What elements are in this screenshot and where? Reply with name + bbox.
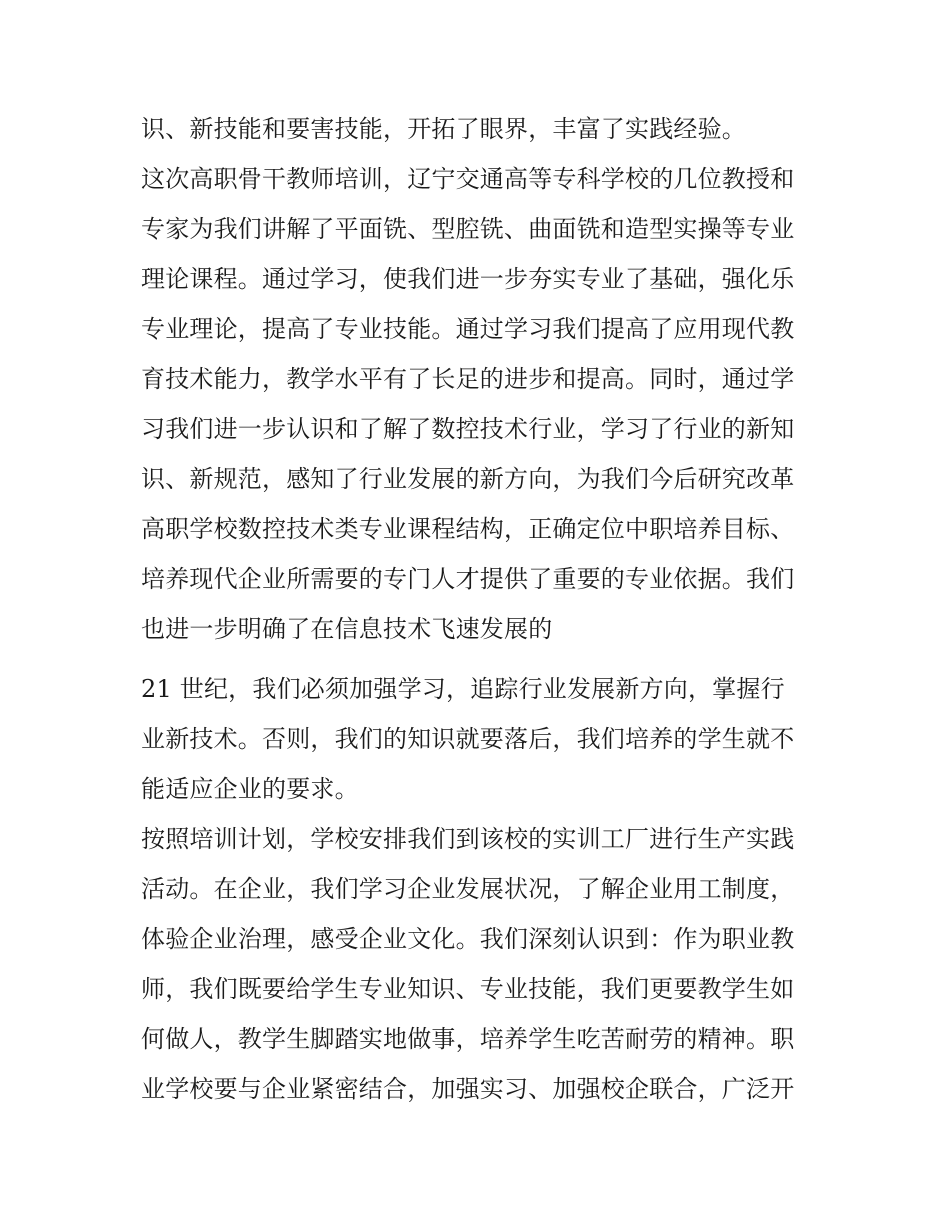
- text-line: 育技术能力，教学水平有了长足的进步和提高。同时，通过学: [141, 365, 795, 393]
- text-line: 识、新规范，感知了行业发展的新方向，为我们今后研究改革: [141, 465, 795, 493]
- text-line: 能适应企业的要求。: [141, 775, 359, 803]
- text-line: 专家为我们讲解了平面铣、型腔铣、曲面铣和造型实操等专业: [141, 215, 795, 243]
- text-line: 活动。在企业，我们学习企业发展状况，了解企业用工制度，: [141, 875, 795, 903]
- text-line: 何做人，教学生脚踏实地做事，培养学生吃苦耐劳的精神。职: [141, 1025, 795, 1053]
- text-line: 理论课程。通过学习，使我们进一步夯实专业了基础，强化乐: [141, 265, 795, 293]
- text-line: 专业理论，提高了专业技能。通过学习我们提高了应用现代教: [141, 315, 795, 343]
- text-line: 识、新技能和要害技能，开拓了眼界，丰富了实践经验。: [141, 115, 746, 143]
- text-line: 业新技术。否则，我们的知识就要落后，我们培养的学生就不: [141, 725, 795, 753]
- text-line: 按照培训计划，学校安排我们到该校的实训工厂进行生产实践: [141, 825, 795, 853]
- text-line: 这次高职骨干教师培训，辽宁交通高等专科学校的几位教授和: [141, 165, 795, 193]
- text-line: 习我们进一步认识和了解了数控技术行业，学习了行业的新知: [141, 415, 795, 443]
- text-line: 高职学校数控技术类专业课程结构，正确定位中职培养目标、: [141, 515, 795, 543]
- text-line: 体验企业治理，感受企业文化。我们深刻认识到：作为职业教: [141, 925, 795, 953]
- text-line: 21 世纪，我们必须加强学习，追踪行业发展新方向，掌握行: [141, 675, 785, 703]
- text-line: 培养现代企业所需要的专门人才提供了重要的专业依据。我们: [141, 565, 795, 593]
- text-line: 业学校要与企业紧密结合，加强实习、加强校企联合，广泛开: [141, 1075, 795, 1103]
- text-line: 师，我们既要给学生专业知识、专业技能，我们更要教学生如: [141, 975, 795, 1003]
- text-line: 也进一步明确了在信息技术飞速发展的: [141, 615, 553, 643]
